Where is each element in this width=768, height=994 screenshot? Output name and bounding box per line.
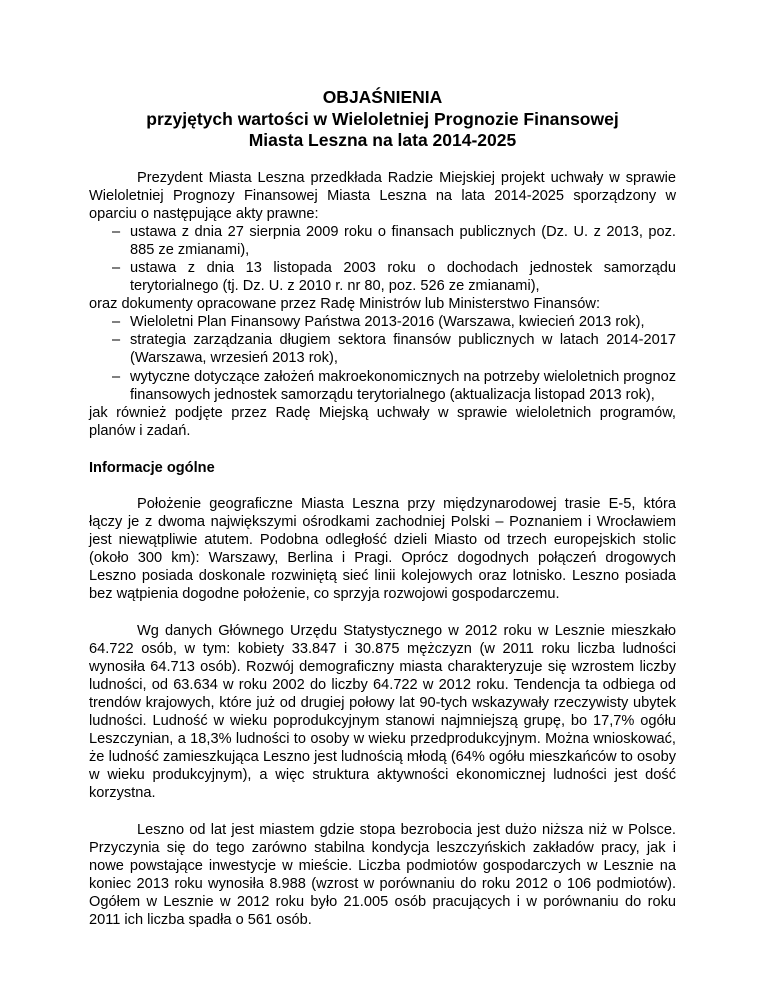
intro-closing: jak również podjęte przez Radę Miejską uchwały w sprawie wieloletnich programów, planów i zadań. xyxy=(89,404,676,439)
list-item-text: ustawa z dnia 13 listopada 2003 roku o dochodach jednostek samorządu terytorialnego (tj. Dz. U. z 2010 r. nr 80, poz. 526 ze zmianami), xyxy=(130,259,676,295)
legal-acts-list xyxy=(89,223,676,295)
section-heading: Informacje ogólne xyxy=(89,459,215,476)
list-item xyxy=(89,259,676,295)
section-paragraph: Leszno od lat jest miastem gdzie stopa bezrobocia jest dużo niższa niż w Polsce. Przyczynia się do tego zarówno stabilna kondycja leszczyńskich zakładów pracy, jak i nowe powstające inwestycje w mieście. Liczba podmiotów gospodarczych w Lesznie na koniec 2013 roku wynosiła 8.988 (wzrost w porównaniu do roku 2012 o 106 podmiotów). Ogółem w Lesznie w 2012 roku było 21.005 osób pracujących i w porównaniu do roku 2011 ich liczba spadła o 561 osób. xyxy=(89,821,676,928)
document-page xyxy=(89,87,676,929)
title-line-3: Miasta Leszna na lata 2014-2025 xyxy=(248,130,517,150)
list-item-text: Wieloletni Plan Finansowy Państwa 2013-2016 (Warszawa, kwiecień 2013 rok), xyxy=(130,314,645,331)
list-item xyxy=(89,223,676,259)
list-item-text: wytyczne dotyczące założeń makroekonomicznych na potrzeby wieloletnich prognoz finansowych jednostek samorządu terytorialnego (aktualizacja listopad 2013 rok), xyxy=(130,368,676,403)
list-item-text: ustawa z dnia 27 sierpnia 2009 roku o finansach publicznych (Dz. U. z 2013, poz. 885 ze zmianami), xyxy=(130,223,676,258)
dash-marker: – xyxy=(112,223,121,240)
document-title xyxy=(89,87,676,152)
dash-marker: – xyxy=(112,368,121,385)
documents-list xyxy=(89,313,676,403)
title-line-1: OBJAŚNIENIA xyxy=(322,87,443,107)
section-paragraph: Położenie geograficzne Miasta Leszna przy międzynarodowej trasie E-5, która łączy je z dwoma największymi ośrodkami zachodniej Polski – Poznaniem i Wrocławiem jest niewątpliwie atutem. Podobna odległość dzieli Miasto od trzech europejskich stolic (około 300 km): Warszawy, Berlina i Pragi. Oprócz dogodnych połączeń drogowych Leszno posiada doskonale rozwiniętą sieć linii kolejowych oraz lotnisko. Leszno posiada bez wątpienia dogodne położenie, co sprzyja rozwojowi gospodarczemu. xyxy=(89,496,676,603)
intro-paragraph: Prezydent Miasta Leszna przedkłada Radzie Miejskiej projekt uchwały w sprawie Wieloletniej Prognozy Finansowej Miasta Leszna na lata 2014-2025 sporządzony w oparciu o następujące akty prawne: xyxy=(89,169,676,222)
list-item xyxy=(89,313,676,331)
list-item xyxy=(89,331,676,367)
dash-marker: – xyxy=(112,314,121,331)
title-line-2: przyjętych wartości w Wieloletniej Prognozie Finansowej xyxy=(146,108,619,129)
list-item xyxy=(89,368,676,404)
documents-intro: oraz dokumenty opracowane przez Radę Ministrów lub Ministerstwo Finansów: xyxy=(89,296,601,313)
section-paragraph: Wg danych Głównego Urzędu Statystycznego w 2012 roku w Lesznie mieszkało 64.722 osób, w tym: kobiety 33.847 i 30.875 mężczyzn (w 2011 roku liczba ludności wynosiła 64.713 osób). Rozwój demograficzny miasta charakteryzuje się wzrostem liczby ludności, od 63.634 w roku 2002 do liczby 64.722 w 2012 roku. Tendencja ta odbiega od trendów krajowych, które już od drugiej połowy lat 90-tych wskazywały rzeczywisty ubytek ludności. Ludność w wieku poprodukcyjnym stanowi najmniejszą grupę, bo 17,7% ogółu Leszczynian, a 18,3% ludności to osoby w wieku przedprodukcyjnym. Można wnioskować, że ludność zamieszkująca Leszno jest ludnością młodą (64% ogółu mieszkańców to osoby w wieku produkcyjnym), a więc struktura aktywności ekonomicznej ludności jest dość korzystna. xyxy=(89,622,676,802)
dash-marker: – xyxy=(112,332,121,349)
dash-marker: – xyxy=(112,259,121,276)
list-item-text: strategia zarządzania długiem sektora finansów publicznych w latach 2014-2017 (Warszawa, wrzesień 2013 rok), xyxy=(130,332,676,367)
